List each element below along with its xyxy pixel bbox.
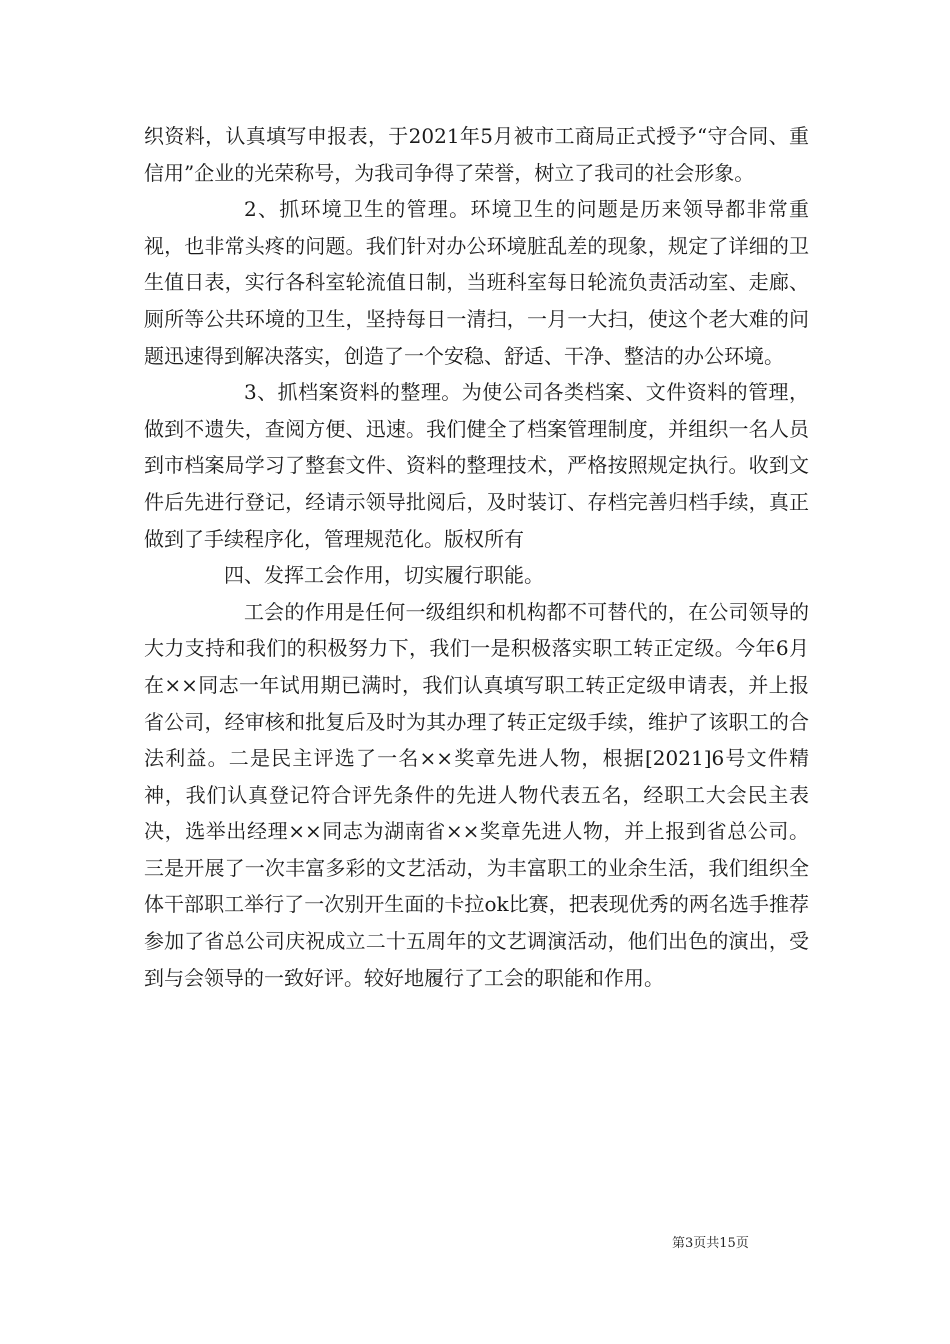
document-body	[144, 118, 809, 996]
section-heading: 四、发挥工会作用，切实履行职能。	[224, 563, 544, 588]
paragraph-union: 工会的作用是任何一级组织和机构都不可替代的，在公司领导的大力支持和我们的积极努力下，我们一是积极落实职工转正定级。今年6月在××同志一年试用期已满时，我们认真填写职工转正定级申请表，并上报省公司，经审核和批复后及时为其办理了转正定级手续，维护了该职工的合法利益。二是民主评选了一名××奖章先进人物，根据[2021]6号文件精神，我们认真登记符合评先条件的先进人物代表五名，经职工大会民主表决，选举出经理××同志为湖南省××奖章先进人物，并上报到省总公司。三是开展了一次丰富多彩的文艺活动，为丰富职工的业余生活，我们组织全体干部职工举行了一次别开生面的卡拉ok比赛，把表现优秀的两名选手推荐参加了省总公司庆祝成立二十五周年的文艺调演活动，他们出色的演出，受到与会领导的一致好评。较好地履行了工会的职能和作用。	[144, 599, 809, 990]
paragraph-archives: 3、抓档案资料的整理。为使公司各类档案、文件资料的管理，做到不遗失，查阅方便、迅速。我们健全了档案管理制度，并组织一名人员到市档案局学习了整套文件、资料的整理技术，严格按照规定执行。收到文件后先进行登记，经请示领导批阅后，及时装订、存档完善归档手续，真正做到了手续程序化，管理规范化。版权所有	[144, 380, 809, 551]
paragraph-continuation: 织资料，认真填写申报表，于2021年5月被市工商局正式授予“守合同、重信用”企业的光荣称号，为我司争得了荣誉，树立了我司的社会形象。	[144, 124, 809, 185]
page-number: 第3页共15页	[672, 1236, 749, 1251]
paragraph-environment: 2、抓环境卫生的管理。环境卫生的问题是历来领导都非常重视，也非常头疼的问题。我们针对办公环境脏乱差的现象，规定了详细的卫生值日表，实行各科室轮流值日制，当班科室每日轮流负责活动室、走廊、厕所等公共环境的卫生，坚持每日一清扫，一月一大扫，使这个老大难的问题迅速得到解决落实，创造了一个安稳、舒适、干净、整洁的办公环境。	[144, 197, 809, 368]
